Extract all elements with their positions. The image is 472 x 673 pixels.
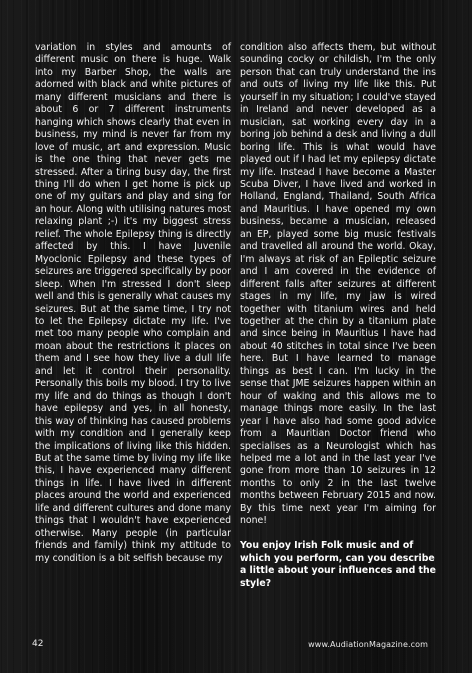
interview-question: You enjoy Irish Folk music and of which you perform, can you describe a little about your influences and the style? <box>240 540 436 589</box>
article-body-text: condition also affects them, but without sounding cocky or childish, I'm the only person that can truly understand the ins and outs of living my life like this. Put yourself in my situation; I could've stayed in Ireland and never developed as a musician, sat working every day in a boring job behind a desk and living a dull boring life. This is what would have played out if I had let my epilepsy dictate my life. Instead I have become a Master Scuba Diver, I have lived and worked in Holland, England, Thailand, South Africa and Mauritius. I have opened my own business, became a musician, released an EP, played some big music festivals and travelled all around the world. Okay, I'm always at risk of an Epileptic seizure and I am covered in the evidence of different falls after seizures at different stages in my life, my jaw is wired together with titanium wires and held together at the chin by a titanium plate and since being in Mauritius I have had about 40 stitches in total since I've been here. But I have learned to manage things as best I can. I'm lucky in the sense that JME seizures happen within an hour of waking and this allows me to manage things more easily. In the last year I have also had some good advice from a Mauritian Doctor friend who specialises as a Neurologist which has helped me a lot and in the last year I've gone from more than 10 seizures in 12 months to only 2 in the last twelve months between February 2015 and now. By this time next year I'm aiming for none! <box>240 42 436 527</box>
article-right-column <box>240 42 436 590</box>
article-left-column <box>35 42 231 565</box>
article-body-text: variation in styles and amounts of different music on there is huge. Walk into my Barber Shop, the walls are adorned with black and white pictures of many different musicians and there is about 6 or 7 different instruments hanging which shows clearly that even in business, my mind is never far from my love of music, art and expression. Music is the one thing that never gets me stressed. After a tiring busy day, the first thing I'll do when I get home is pick up one of my guitars and play and sing for an hour. Along with utilising natures most relaxing plant ;-) it's my biggest stress relief. The whole Epilepsy thing is directly affected by this. I have Juvenile Myoclonic Epilepsy and these types of seizures are triggered specifically by poor sleep. When I'm stressed I don't sleep well and this is generally what causes my seizures. But at the same time, I try not to let the Epilepsy dictate my life. I've met too many people who complain and moan about the restrictions it places on them and I see how they live a dull life and let it control their personality. Personally this boils my blood. I try to live my life and do things as though I don't have epilepsy and yes, in all honesty, this way of thinking has caused problems with my condition and I generally keep the implications of living like this hidden. But at the same time by living my life like this, I have experienced many different things in life. I have lived in different places around the world and experienced life and different cultures and done many things that I wouldn't have experienced otherwise. Many people (in particular friends and family) think my attitude to my condition is a bit selfish because my <box>35 42 231 564</box>
page-number: 42 <box>32 639 44 649</box>
footer-website-url: www.AudiationMagazine.com <box>308 640 428 649</box>
